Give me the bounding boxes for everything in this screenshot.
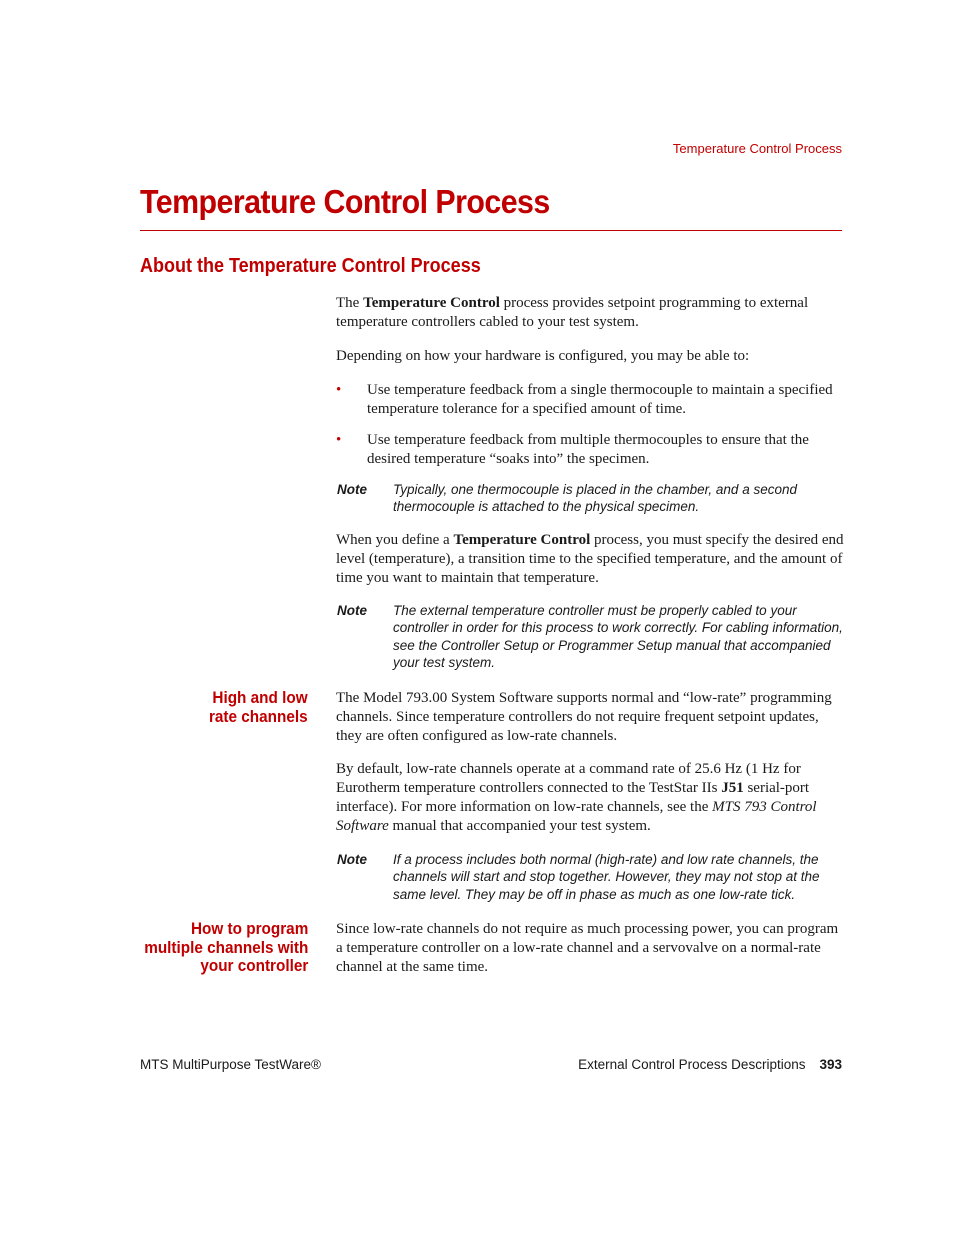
- side-heading-multiple-channels: How to program multiple channels with your controller: [143, 919, 308, 975]
- note-label: Note: [337, 852, 367, 867]
- page-title: Temperature Control Process: [140, 183, 550, 220]
- bullet-icon: •: [336, 432, 342, 448]
- footer-product: MTS MultiPurpose TestWare®: [140, 1057, 321, 1072]
- section-heading: About the Temperature Control Process: [140, 255, 481, 277]
- define-paragraph: When you define a Temperature Control process, you must specify the desired end level (temperature), a transition time to the specified temperature, and the amount of time you want to maintain that temperature.: [336, 532, 844, 586]
- title-divider: [140, 230, 842, 231]
- note-label: Note: [337, 603, 367, 618]
- term-temperature-control: Temperature Control: [363, 295, 500, 311]
- running-header: Temperature Control Process: [672, 141, 842, 156]
- manual-reference: MTS 793 Control Software: [336, 799, 817, 834]
- footer-chapter: External Control Process Descriptions 393: [578, 1057, 842, 1072]
- bullet-icon: •: [336, 382, 342, 398]
- term-temperature-control: Temperature Control: [453, 532, 591, 548]
- page-number: 393: [819, 1057, 842, 1072]
- default-rate-paragraph: By default, low-rate channels operate at a command rate of 25.6 Hz (1 Hz for Eurotherm temperature controllers connected to the TestStar IIs J51 serial-port interface). For more information on low-rate channels, see the MTS 793 Control Software manual that accompanied your test system.: [336, 761, 817, 834]
- rate-channels-paragraph: The Model 793.00 System Software supports normal and “low-rate” programming channels. Since temperature controllers do not require frequent setpoint updates, they are often configured as low-rate channels.: [336, 690, 832, 744]
- term-j51: J51: [721, 780, 744, 796]
- intro-paragraph: The Temperature Control process provides setpoint programming to external temperature controllers cabled to your test system.: [336, 295, 809, 330]
- capabilities-intro: Depending on how your hardware is configured, you may be able to:: [336, 348, 750, 364]
- note-label: Note: [337, 482, 367, 497]
- multiple-channels-paragraph: Since low-rate channels do not require as much processing power, you can program a temperature controller on a low-rate channel and a servovalve on a normal-rate channel at the same time.: [336, 921, 839, 975]
- side-heading-high-low: High and low rate channels: [209, 688, 308, 726]
